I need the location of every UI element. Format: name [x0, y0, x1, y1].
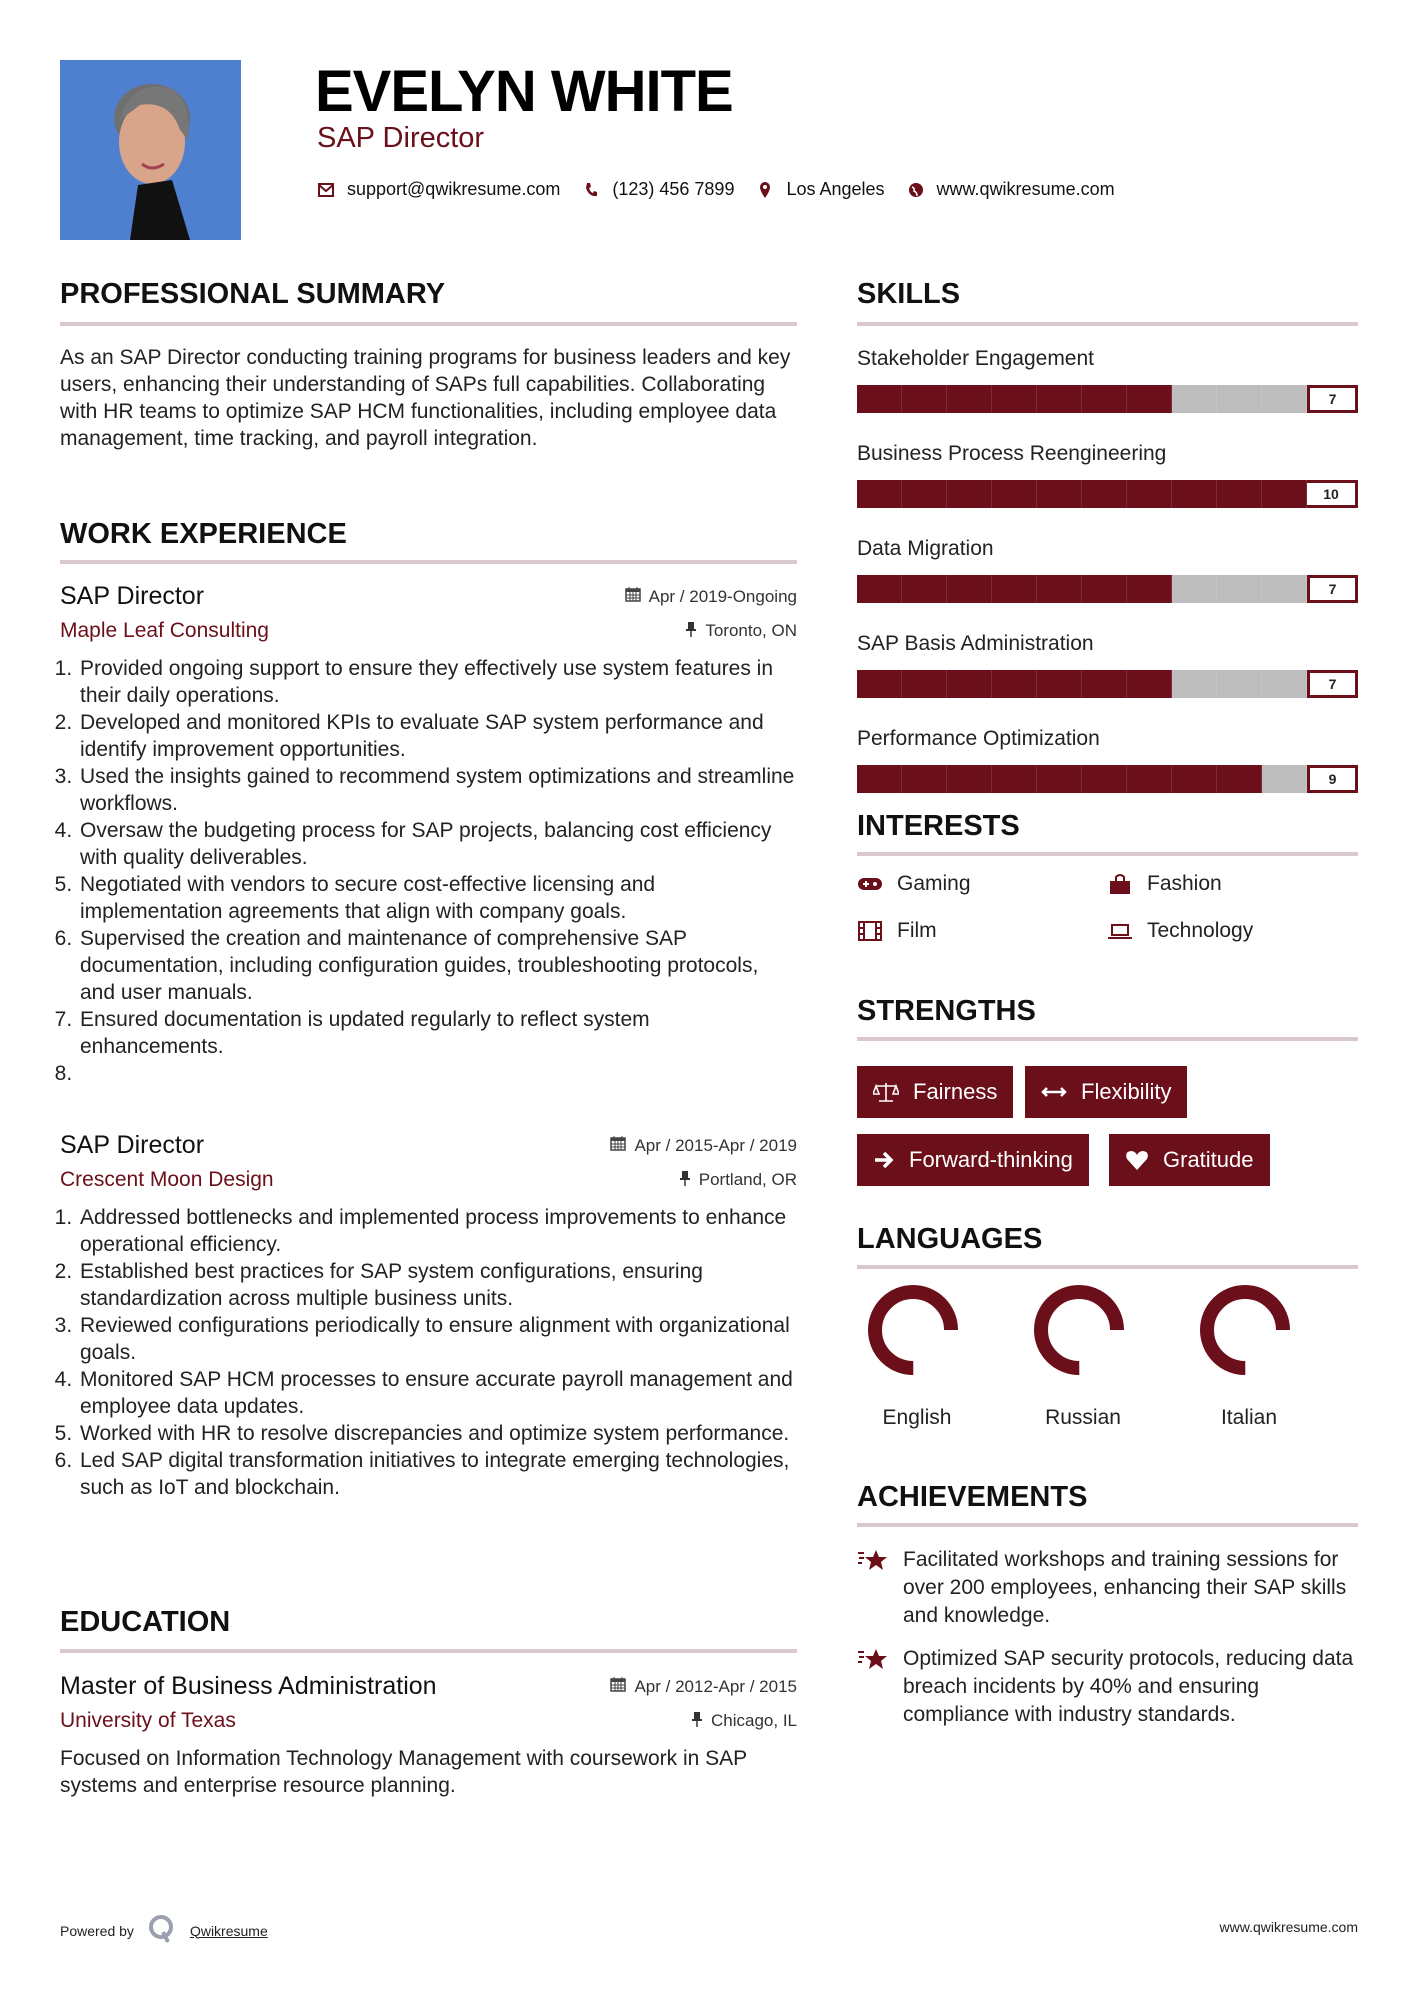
responsibility-item: 7. Ensured documentation is updated regularly to reflect system enhancements.	[78, 1006, 797, 1060]
film-icon	[857, 920, 883, 942]
language-name: Italian	[1220, 1406, 1278, 1429]
skill-item	[857, 440, 1358, 508]
skill-bar-empty-segment	[1172, 670, 1217, 698]
skill-bar-filled-segment	[857, 765, 902, 793]
experience-heading: WORK EXPERIENCE	[60, 518, 347, 550]
star-achievement-icon	[857, 1647, 889, 1729]
skill-bar-empty-segment	[1262, 575, 1307, 603]
summary-text: As an SAP Director conducting training programs for business leaders and key users, enhancing their understanding of SAPs full capabilities. Collaborating with HR teams to optimize SAP HCM functionalities, including employee data management, time tracking, and payroll integration.	[60, 346, 791, 450]
language-ring-arc	[1041, 1292, 1117, 1368]
skill-bar-empty-segment	[1217, 385, 1262, 413]
achievement-text: Optimized SAP security protocols, reducing data breach incidents by 40% and ensuring compliance with industry standards.	[903, 1647, 1354, 1726]
job-location-text: Toronto, ON	[705, 621, 797, 640]
contact-website[interactable]: www.qwikresume.com	[936, 179, 1115, 199]
achievements-heading: ACHIEVEMENTS	[857, 1481, 1088, 1513]
skill-bar-filled-segment	[1172, 480, 1217, 508]
achievements-list	[857, 1546, 1358, 1744]
skill-bar-filled-segment	[1127, 670, 1172, 698]
skills-list	[857, 345, 1358, 820]
pushpin-icon	[679, 1170, 691, 1191]
candidate-title: SAP Director	[317, 122, 485, 154]
interests-list	[857, 872, 1358, 972]
job-dates	[610, 1135, 797, 1156]
skill-bar-filled-segment	[902, 385, 947, 413]
skill-bar-filled-segment	[947, 385, 992, 413]
languages-list	[857, 1280, 1358, 1450]
skill-bar	[857, 480, 1358, 508]
achievement-item	[857, 1546, 1358, 1630]
calendar-icon	[610, 1676, 626, 1697]
skill-bar-filled-segment	[1127, 480, 1172, 508]
interest-item	[857, 919, 937, 943]
skill-bar-filled-segment	[1037, 670, 1082, 698]
strengths-heading: STRENGTHS	[857, 995, 1036, 1027]
skill-level-badge: 9	[1307, 765, 1358, 793]
responsibility-item: 2. Developed and monitored KPIs to evaluate SAP system performance and identify improvement opportunities.	[78, 709, 797, 763]
gamepad-icon	[857, 873, 883, 895]
responsibility-item	[78, 1060, 797, 1087]
contact-phone: (123) 456 7899	[612, 179, 735, 199]
skill-bar	[857, 765, 1358, 793]
job-title: SAP Director	[60, 1131, 205, 1159]
job-entry	[60, 582, 797, 1087]
job-location-text: Portland, OR	[698, 1170, 797, 1189]
strength-label: Flexibility	[1081, 1079, 1172, 1104]
job-entry	[60, 1131, 797, 1501]
education-heading: EDUCATION	[60, 1606, 231, 1638]
language-name: English	[882, 1406, 952, 1429]
skill-bar-empty-segment	[1217, 670, 1262, 698]
skill-bar-empty-segment	[1172, 575, 1217, 603]
skill-bar-filled-segment	[1262, 480, 1307, 508]
skill-bar-filled-segment	[947, 765, 992, 793]
responsibility-item: 5. Worked with HR to resolve discrepancies and optimize system performance.	[78, 1420, 797, 1447]
strength-label: Gratitude	[1163, 1147, 1254, 1172]
calendar-icon	[625, 586, 641, 607]
skill-bar-filled-segment	[1082, 480, 1127, 508]
skill-bar-filled-segment	[947, 575, 992, 603]
responsibility-item: 3. Used the insights gained to recommend system optimizations and streamline workflows.	[78, 763, 797, 817]
job-location	[679, 1170, 797, 1191]
skill-bar-filled-segment	[902, 480, 947, 508]
skill-name: Business Process Reengineering	[857, 442, 1167, 465]
summary-heading: PROFESSIONAL SUMMARY	[60, 278, 446, 310]
strengths-list	[857, 1066, 1358, 1191]
skill-item	[857, 535, 1358, 603]
skill-bar-empty-segment	[1172, 385, 1217, 413]
job-dates	[625, 586, 797, 607]
divider	[857, 322, 1358, 326]
skill-bar	[857, 575, 1358, 603]
skill-bar-filled-segment	[857, 480, 902, 508]
qwikresume-logo-icon	[148, 1914, 176, 1947]
skill-bar-filled-segment	[1082, 385, 1127, 413]
education-dates-text: Apr / 2012-Apr / 2015	[634, 1676, 797, 1696]
interest-label: Film	[897, 919, 937, 942]
skill-level-badge: 10	[1307, 483, 1355, 505]
responsibility-item: 3. Reviewed configurations periodically to ensure alignment with organizational goals.	[78, 1312, 797, 1366]
skill-level-badge: 7	[1307, 670, 1358, 698]
divider	[857, 1037, 1358, 1041]
job-responsibilities	[60, 1204, 797, 1501]
strength-chip	[1109, 1134, 1270, 1186]
divider	[857, 852, 1358, 856]
skill-bar-empty-segment	[1262, 670, 1307, 698]
language-item	[1023, 1280, 1143, 1430]
arrow-right-icon	[873, 1150, 895, 1170]
strength-chip	[857, 1066, 1013, 1118]
footer-powered	[60, 1914, 268, 1947]
skill-bar-filled-segment	[1082, 765, 1127, 793]
company-name: Crescent Moon Design	[60, 1168, 274, 1191]
skills-heading: SKILLS	[857, 278, 961, 310]
degree-title: Master of Business Administration	[60, 1672, 437, 1700]
skill-bar	[857, 385, 1358, 413]
interest-label: Gaming	[897, 872, 971, 895]
skill-bar-filled-segment	[1127, 385, 1172, 413]
skill-bar-empty-segment	[1262, 385, 1307, 413]
education-location	[691, 1711, 797, 1732]
interest-label: Fashion	[1147, 872, 1222, 895]
skill-bar-filled-segment	[902, 575, 947, 603]
footer-website[interactable]: www.qwikresume.com	[1219, 1919, 1358, 1935]
envelope-icon	[317, 181, 335, 199]
skill-bar-filled-segment	[1127, 765, 1172, 793]
divider	[60, 1649, 797, 1653]
skill-bar-filled-segment	[1127, 575, 1172, 603]
pushpin-icon	[691, 1711, 703, 1732]
laptop-icon	[1107, 920, 1133, 942]
languages-heading: LANGUAGES	[857, 1223, 1043, 1255]
divider	[857, 1523, 1358, 1527]
language-ring	[863, 1280, 963, 1380]
skill-bar-filled-segment	[857, 670, 902, 698]
job-title: SAP Director	[60, 582, 205, 610]
job-dates-text: Apr / 2019-Ongoing	[648, 586, 797, 606]
skill-name: Performance Optimization	[857, 727, 1100, 750]
language-ring	[1195, 1280, 1295, 1380]
skill-bar-filled-segment	[857, 575, 902, 603]
shopping-bag-icon	[1107, 873, 1133, 895]
responsibility-item: 1. Addressed bottlenecks and implemented process improvements to enhance operational efficiency.	[78, 1204, 797, 1258]
responsibility-item: 6. Supervised the creation and maintenance of comprehensive SAP documentation, including configuration guides, troubleshooting protocols, and user manuals.	[78, 925, 797, 1006]
calendar-icon	[610, 1135, 626, 1156]
skill-bar-filled-segment	[992, 765, 1037, 793]
profile-photo	[60, 60, 241, 240]
education-description: Focused on Information Technology Management with coursework in SAP systems and enterprise resource planning.	[60, 1747, 747, 1797]
pushpin-icon	[685, 621, 697, 642]
balance-scale-icon	[873, 1081, 899, 1103]
skill-bar	[857, 670, 1358, 698]
skill-bar-filled-segment	[1172, 765, 1217, 793]
globe-icon	[907, 181, 925, 199]
company-name: Maple Leaf Consulting	[60, 619, 269, 642]
skill-bar-filled-segment	[1037, 480, 1082, 508]
divider	[60, 322, 797, 326]
divider	[857, 1265, 1358, 1269]
skill-bar-filled-segment	[1037, 765, 1082, 793]
skill-bar-filled-segment	[947, 670, 992, 698]
qwikresume-link[interactable]: Qwikresume	[189, 1922, 268, 1939]
arrows-horizontal-icon	[1041, 1085, 1067, 1099]
strength-label: Fairness	[913, 1079, 998, 1104]
skill-bar-filled-segment	[947, 480, 992, 508]
skill-bar-filled-segment	[1037, 385, 1082, 413]
skill-item	[857, 725, 1358, 793]
responsibility-item: 4. Monitored SAP HCM processes to ensure accurate payroll management and employee data updates.	[78, 1366, 797, 1420]
education-entry	[60, 1672, 797, 1799]
skill-bar-filled-segment	[902, 670, 947, 698]
skill-bar-filled-segment	[1082, 670, 1127, 698]
contact-email[interactable]: support@qwikresume.com	[347, 179, 561, 199]
strength-chip	[1025, 1066, 1187, 1118]
language-item	[857, 1280, 977, 1430]
responsibility-item: 4. Oversaw the budgeting process for SAP projects, balancing cost efficiency with quality deliverables.	[78, 817, 797, 871]
achievement-item	[857, 1645, 1358, 1729]
skill-level-badge: 7	[1307, 575, 1358, 603]
interest-item	[1107, 872, 1222, 896]
skill-name: Stakeholder Engagement	[857, 347, 1094, 370]
star-achievement-icon	[857, 1548, 889, 1630]
achievement-text: Facilitated workshops and training sessions for over 200 employees, enhancing their SAP skills and knowledge.	[903, 1548, 1347, 1627]
skill-bar-filled-segment	[992, 480, 1037, 508]
skill-bar-filled-segment	[992, 575, 1037, 603]
map-marker-icon	[756, 181, 774, 199]
responsibility-item: 1. Provided ongoing support to ensure they effectively use system features in their daily operations.	[78, 655, 797, 709]
interest-item	[857, 872, 971, 896]
phone-icon	[582, 181, 600, 199]
responsibility-item: 6. Led SAP digital transformation initiatives to integrate emerging technologies, such as IoT and blockchain.	[78, 1447, 797, 1501]
language-ring-arc	[1207, 1292, 1283, 1368]
job-responsibilities	[60, 655, 797, 1087]
candidate-name: EVELYN WHITE	[315, 59, 733, 124]
responsibility-item: 5. Negotiated with vendors to secure cost-effective licensing and implementation agreements that align with company goals.	[78, 871, 797, 925]
contact-location: Los Angeles	[786, 179, 885, 199]
education-location-text: Chicago, IL	[711, 1711, 797, 1730]
language-ring	[1029, 1280, 1129, 1380]
language-item	[1189, 1280, 1309, 1430]
divider	[60, 560, 797, 564]
skill-bar-filled-segment	[902, 765, 947, 793]
strength-chip	[857, 1134, 1089, 1186]
skill-bar-filled-segment	[992, 670, 1037, 698]
school-name: University of Texas	[60, 1709, 236, 1732]
skill-bar-filled-segment	[1217, 480, 1262, 508]
skill-bar-empty-segment	[1262, 765, 1307, 793]
interest-label: Technology	[1147, 919, 1254, 942]
skill-level-badge: 7	[1307, 385, 1358, 413]
contact-row	[317, 179, 1137, 200]
skill-item	[857, 345, 1358, 413]
language-ring-arc	[875, 1292, 951, 1368]
skill-bar-filled-segment	[1082, 575, 1127, 603]
skill-bar-filled-segment	[857, 385, 902, 413]
interest-item	[1107, 919, 1253, 943]
skill-bar-filled-segment	[1217, 765, 1262, 793]
skill-bar-empty-segment	[1217, 575, 1262, 603]
responsibility-item: 2. Established best practices for SAP system configurations, ensuring standardization across multiple business units.	[78, 1258, 797, 1312]
language-name: Russian	[1045, 1406, 1121, 1429]
skill-name: SAP Basis Administration	[857, 632, 1094, 655]
interests-heading: INTERESTS	[857, 810, 1020, 842]
skill-item	[857, 630, 1358, 698]
skill-bar-filled-segment	[992, 385, 1037, 413]
education-dates	[610, 1676, 797, 1697]
job-dates-text: Apr / 2015-Apr / 2019	[634, 1135, 797, 1155]
skill-bar-filled-segment	[1037, 575, 1082, 603]
heart-icon	[1125, 1149, 1149, 1171]
powered-by-text: Powered by	[60, 1922, 134, 1939]
skill-name: Data Migration	[857, 537, 994, 560]
strength-label: Forward-thinking	[909, 1147, 1073, 1172]
job-location	[685, 621, 797, 642]
